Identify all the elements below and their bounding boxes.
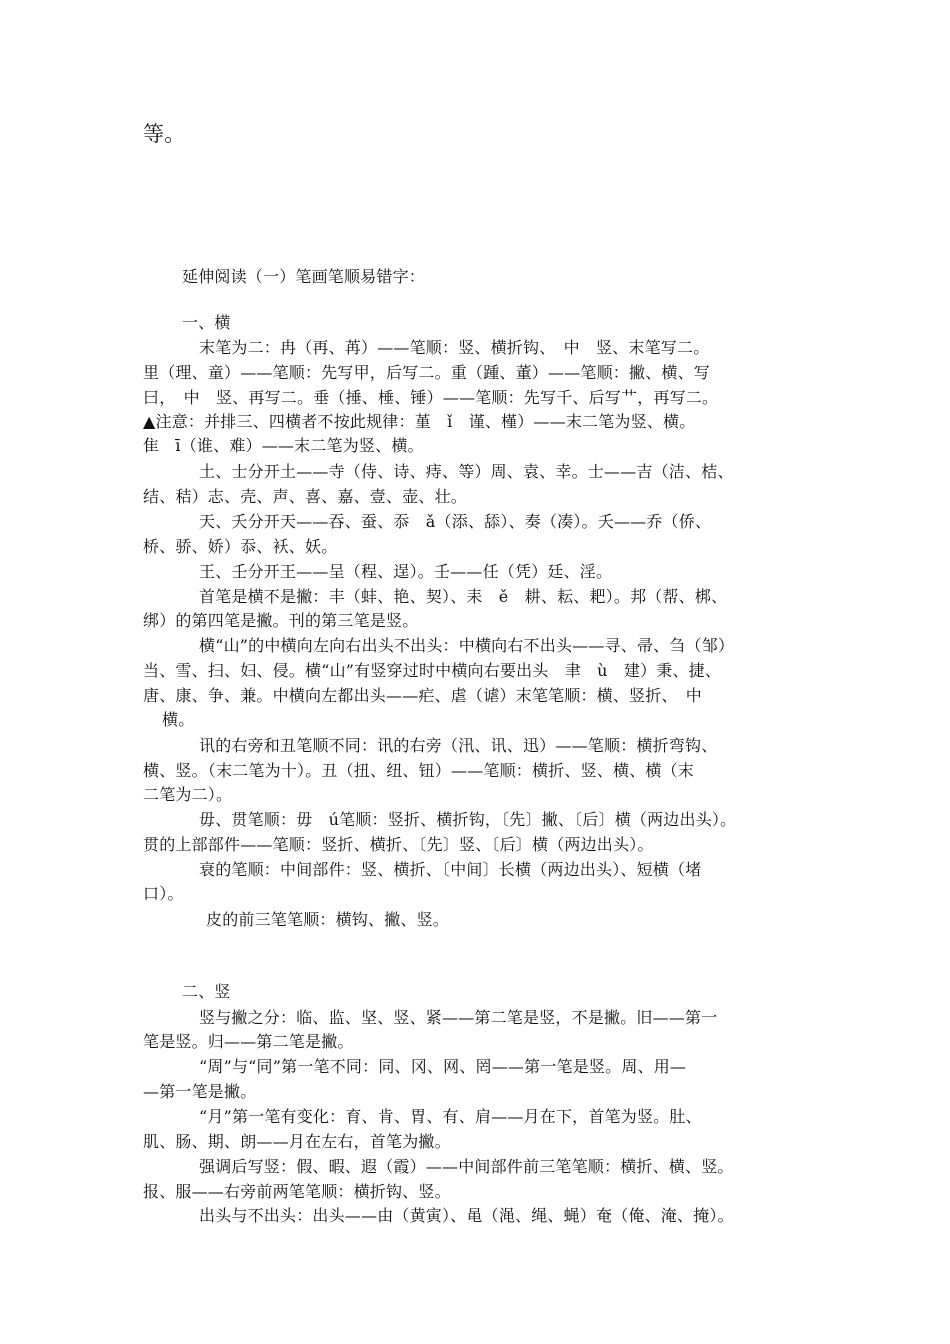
text-line: 当、雪、扫、妇、侵。横“山”有竖穿过时中横向右要出头 聿 ù 建）秉、捷、 <box>143 661 722 680</box>
text-line: 隹 ī（谁、难）——末二笔为竖、横。 <box>143 436 424 455</box>
text-line: 贯的上部部件——笔顺：竖折、横折、〔先〕竖、〔后〕横（两边出头）。 <box>143 835 654 854</box>
text-line: 唐、康、争、兼。中横向左都出头——疟、虐（谑）末笔笔顺：横、竖折、 中 <box>143 686 703 705</box>
subsection-heading: 二、竖 <box>182 982 231 1001</box>
text-line: 皮的前三笔笔顺：横钩、撇、竖。 <box>206 910 450 929</box>
text-line: —第一笔是撇。 <box>143 1082 257 1101</box>
text-line: 绑）的第四笔是撇。刊的第三笔是竖。 <box>143 611 419 630</box>
text-line: 二笔为二）。 <box>143 785 233 804</box>
text-line: 衰的笔顺：中间部件：竖、横折、〔中间〕长横（两边出头）、短横（堵 <box>199 860 702 879</box>
subsection-heading: 一、横 <box>182 313 231 332</box>
text-line: 口）。 <box>143 884 184 903</box>
text-line: 强调后写竖：假、暇、遐（霞）——中间部件前三笔笔顺：横折、横、竖。 <box>199 1157 734 1176</box>
text-line: 土、士分开土——寺（侍、诗、痔、等）周、袁、幸。士——吉（洁、桔、 <box>199 462 734 481</box>
text-line: 出头与不出头：出头——由（黄寅）、黾（渑、绳、蝇）奄（俺、淹、掩）。 <box>199 1206 734 1225</box>
text-line: 结、秸）志、壳、声、喜、嘉、壹、壶、壮。 <box>143 487 468 506</box>
text-line: 天、夭分开天——吞、蚕、忝 ǎ（添、舔）、奏（凑）。夭——乔（侨、 <box>199 512 712 531</box>
text-line: 笔是竖。归——第二笔是撇。 <box>143 1032 354 1051</box>
text-line: 竖与撇之分：临、监、坚、竖、紧——第二笔是竖，不是撇。旧——第一 <box>199 1008 718 1027</box>
text-line: 末笔为二：冉（再、苒）——笔顺：竖、横折钩、 中 竖、末笔写二。 <box>199 338 710 357</box>
text-line: 曰， 中 竖、再写二。垂（捶、棰、锤）——笔顺：先写千、后写艹，再写二。 <box>143 388 719 407</box>
text-line: 横“山”的中横向左向右出头不出头：中横向右不出头——寻、帚、刍（邹） <box>199 636 735 655</box>
text-line: “周”与“同”第一笔不同：同、冈、网、罔——第一笔是竖。周、用— <box>199 1057 687 1076</box>
text-line: 等。 <box>143 122 186 146</box>
text-line: 横、竖。（末二笔为十）。丑（扭、纽、钮）——笔顺：横折、竖、横、横（末 <box>143 761 695 780</box>
text-line: 毋、贯笔顺：毋 ú笔顺：竖折、横折钩，〔先〕撇、〔后〕横（两边出头）。 <box>199 810 737 829</box>
text-line: 首笔是横不是撇：丰（蚌、艳、契）、耒 ě 耕、耘、耙）。邦（帮、梆、 <box>199 587 728 606</box>
text-line: ▲注意：并排三、四横者不按此规律：堇 ǐ 谨、槿）——末二笔为竖、横。 <box>143 412 696 431</box>
text-line: 桥、骄、娇）忝、袄、妖。 <box>143 537 338 556</box>
text-line: 王、壬分开王——呈（程、逞）。壬——任（凭）廷、淫。 <box>199 562 613 581</box>
section-heading: 延伸阅读（一）笔画笔顺易错字： <box>182 267 426 286</box>
text-line: 报、服——右旁前两笔笔顺：横折钩、竖。 <box>143 1182 451 1201</box>
text-line: 横。 <box>162 710 195 729</box>
text-line: 里（理、童）——笔顺：先写甲，后写二。重（踵、董）——笔顺：撇、横、写 <box>143 363 711 382</box>
text-line: 肌、肠、期、朗——月在左右，首笔为撇。 <box>143 1132 451 1151</box>
text-line: 讯的右旁和丑笔顺不同：讯的右旁（汛、讯、迅）——笔顺：横折弯钩、 <box>199 736 718 755</box>
text-line: “月”第一笔有变化：育、肯、胃、有、肩——月在下，首笔为竖。肚、 <box>199 1107 702 1126</box>
